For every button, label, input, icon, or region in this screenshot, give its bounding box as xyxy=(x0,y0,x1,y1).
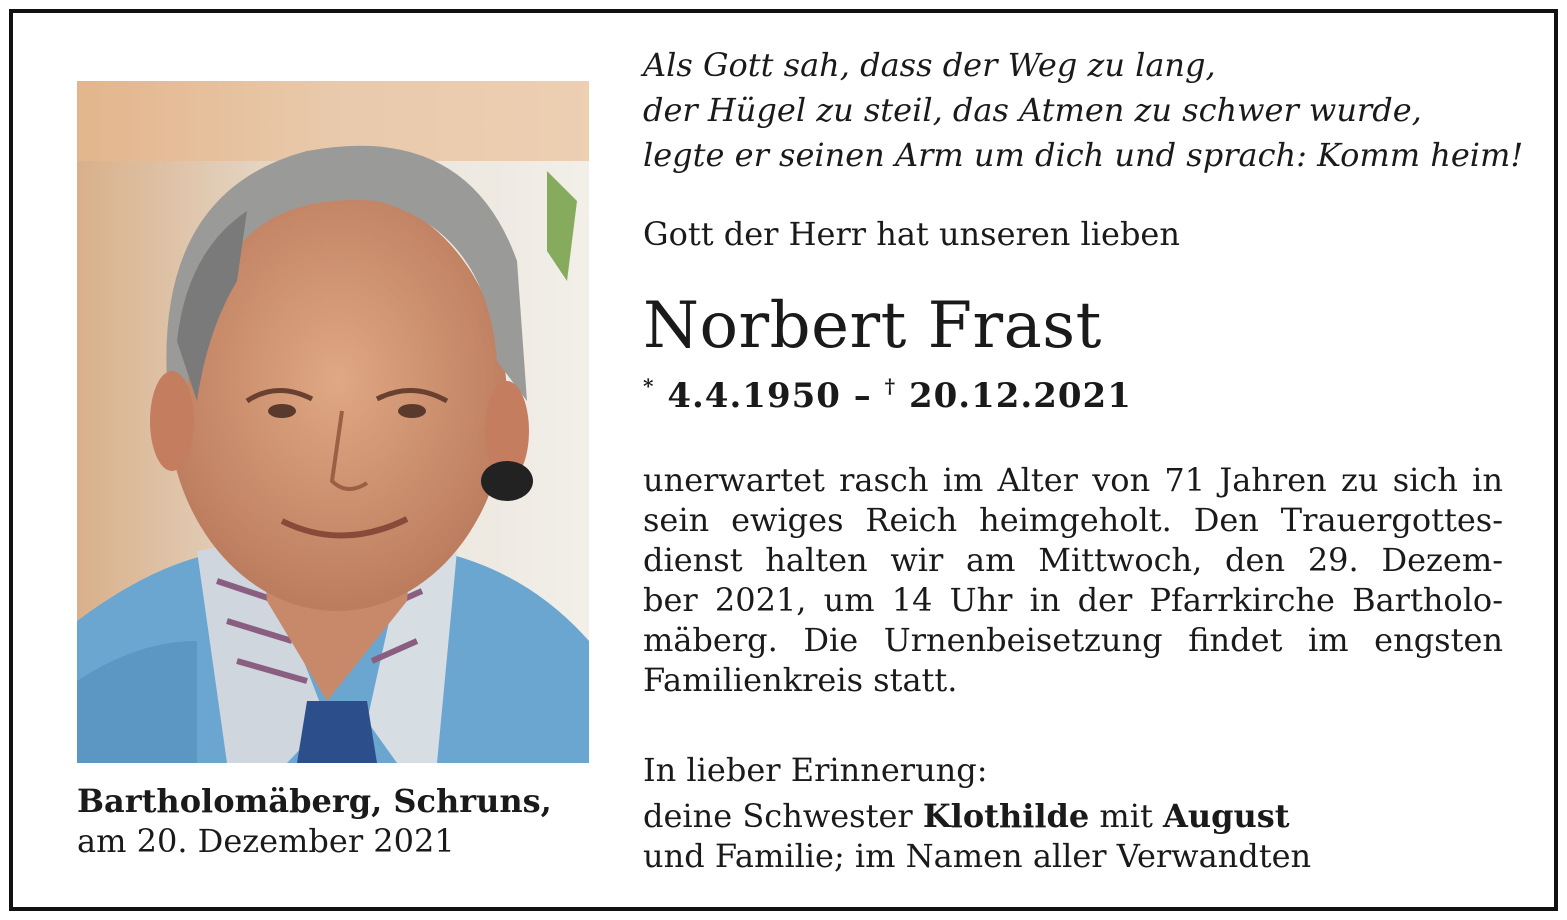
body-line: unerwartet rasch im Alter von 71 Jahren zu sich in xyxy=(643,461,1503,499)
text-column xyxy=(643,43,1523,876)
announcement-body xyxy=(643,460,1503,700)
poem xyxy=(643,43,1523,178)
caption xyxy=(77,781,597,861)
body-line: ber 2021, um 14 Uhr in der Pfarrkirche Bartholo- xyxy=(643,581,1503,619)
family-middle: mit xyxy=(1089,797,1164,835)
life-dates xyxy=(643,366,1523,416)
family-name-klothilde: Klothilde xyxy=(922,797,1090,835)
death-date: 20.12.2021 xyxy=(908,376,1132,416)
caption-place: Bartholomäberg, Schruns, xyxy=(77,782,552,820)
date-separator: – xyxy=(840,376,885,416)
poem-line: Als Gott sah, dass der Weg zu lang, xyxy=(643,46,1216,84)
caption-date: am 20. Dezember 2021 xyxy=(77,822,455,860)
family-name-august: August xyxy=(1163,797,1290,835)
deceased-name: Norbert Frast xyxy=(643,289,1102,363)
memory-heading: In lieber Erinnerung: xyxy=(643,751,988,789)
poem-line: legte er seinen Arm um dich und sprach: Komm heim! xyxy=(643,136,1524,174)
poem-line: der Hügel zu steil, das Atmen zu schwer wurde, xyxy=(643,91,1422,129)
body-line: sein ewiges Reich heimgeholt. Den Trauergottes- xyxy=(643,501,1503,539)
portrait-photo xyxy=(77,81,589,763)
body-line: mäberg. Die Urnenbeisetzung findet im engsten xyxy=(643,621,1503,659)
death-symbol: † xyxy=(884,374,897,398)
obituary-frame xyxy=(9,9,1558,911)
family-line2: und Familie; im Namen aller Verwandten xyxy=(643,837,1312,875)
family-signature xyxy=(643,796,1523,876)
family-prefix: deine Schwester xyxy=(643,797,923,835)
birth-date: 4.4.1950 xyxy=(667,376,841,416)
intro-text: Gott der Herr hat unseren lieben xyxy=(643,215,1180,253)
birth-symbol: * xyxy=(643,374,655,398)
body-line: dienst halten wir am Mittwoch, den 29. Dezem- xyxy=(643,541,1503,579)
body-line: Familienkreis statt. xyxy=(643,661,958,699)
